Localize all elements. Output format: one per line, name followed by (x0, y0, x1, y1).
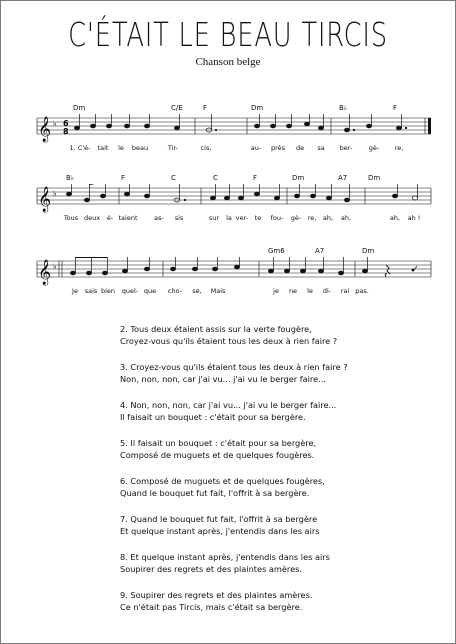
chord-symbol: Dm (292, 174, 305, 182)
lyric-syllable: cis, (200, 144, 212, 152)
notes-group (66, 184, 421, 202)
verse-block (120, 475, 440, 499)
lyric-syllable: Je (72, 287, 78, 295)
chord-symbol: A7 (338, 174, 348, 182)
lyric-syllable: sais (84, 287, 98, 295)
verse-line: Croyez-vous qu'ils étaient tous les deux à rien faire ? (120, 336, 338, 346)
lyric-syllable: ah, (322, 214, 334, 222)
lyric-syllable: pas. (355, 287, 369, 295)
lyric-syllable: quel- (121, 287, 139, 295)
flat-icon: ♭ (53, 189, 57, 198)
lyric-syllable: la (226, 214, 232, 222)
lyric-syllable: bien (100, 287, 116, 295)
lyric-syllable: Tir- (167, 144, 179, 152)
lyric-syllable: taient (118, 214, 138, 222)
flat-icon: ♭ (53, 119, 57, 128)
notes-group (74, 114, 406, 132)
verse-line: 9. Soupirer des regrets et des plaintes amères. (120, 590, 313, 600)
treble-clef-icon: 𝄞 (38, 260, 52, 285)
lyric-syllable: Mais (210, 287, 226, 295)
time-signature-top: 6 (63, 119, 69, 128)
verse-line: 5. Il faisait un bouquet : c'était pour sa bergère, (120, 438, 317, 448)
lyric-syllable: ver- (235, 214, 249, 222)
flat-icon: ♭ (53, 262, 57, 271)
verse-block (120, 513, 440, 537)
lyric-syllable: de (295, 144, 305, 152)
verse-line: Soupirer des regrets et des plaintes amères. (120, 564, 303, 574)
lyric-syllable: au- (250, 144, 262, 152)
verse-line: 8. Et quelque instant après, j'entendis dans les airs (120, 552, 330, 562)
lyric-syllable: di- (322, 287, 332, 295)
chord-symbol: Dm (362, 247, 375, 255)
chord-symbol: F (203, 104, 208, 112)
chord-symbol: F (393, 104, 398, 112)
chord-symbol: Dm (73, 104, 86, 112)
lyric-syllable: gè- (368, 144, 380, 152)
verse-block (120, 399, 440, 423)
lyric-syllable: fou- (270, 214, 284, 222)
lyric-syllable: se, (192, 287, 202, 295)
lyric-syllable: re, (307, 214, 317, 222)
verse-block (120, 437, 440, 461)
chord-symbol: A7 (315, 247, 325, 255)
lyric-syllable: que (143, 287, 157, 295)
notes-group (70, 257, 417, 277)
verse-block (120, 323, 440, 347)
lyric-syllable: re, (394, 144, 404, 152)
lyric-syllable: é- (106, 214, 114, 222)
lyric-syllable: près (270, 144, 286, 152)
lyric-syllable: beau (131, 144, 149, 152)
treble-clef-icon: 𝄞 (38, 117, 52, 142)
lyric-syllable: as- (154, 214, 164, 222)
lyric-syllable: ah, (340, 214, 352, 222)
lyric-syllable: ah ! (407, 214, 421, 222)
lyric-syllable: ne (288, 287, 298, 295)
chord-symbol: C (171, 174, 176, 182)
verse-line: Il faisait un bouquet : c'était pour sa bergère. (120, 412, 306, 422)
verse-block (120, 551, 440, 575)
lyric-syllable: Tous (63, 214, 79, 222)
chord-symbol: Dm (368, 174, 381, 182)
time-signature-bottom: 8 (63, 127, 69, 136)
lyric-syllable: rai (340, 287, 350, 295)
lyric-syllable: ah, (389, 214, 401, 222)
verse-line: 4. Non, non, non, car j'ai vu... j'ai vu le berger faire... (120, 400, 337, 410)
treble-clef-icon: 𝄞 (38, 187, 52, 212)
verse-line: Non, non, non, car j'ai vu... j'ai vu le berger faire... (120, 374, 326, 384)
chord-symbol: B♭ (66, 174, 75, 182)
lyric-syllable: ber- (339, 144, 353, 152)
chord-symbol: C (213, 174, 218, 182)
verse-line: 2. Tous deux étaient assis sur la verte fougère, (120, 324, 312, 334)
verse-line: Composé de muguets et de quelques fougères. (120, 450, 315, 460)
verse-line: Et quelque instant après, j'entendis dans les airs (120, 526, 320, 536)
chord-symbol: F (253, 174, 258, 182)
lyric-syllable: sa (317, 144, 325, 152)
lyric-syllable: sis (174, 214, 184, 222)
verse-line: Ce n'était pas Tircis, mais c'était sa bergère. (120, 602, 303, 612)
lyric-syllable: deux (83, 214, 101, 222)
lyric-syllable: cho- (167, 287, 183, 295)
verse-line: 7. Quand le bouquet fut fait, l'offrit à sa bergère (120, 514, 318, 524)
verse-line: 6. Composé de muguets et de quelques fougères, (120, 476, 325, 486)
verse-block (120, 361, 440, 385)
lyric-syllable: le (118, 144, 124, 152)
lyric-syllable: sur (208, 214, 220, 222)
song-subtitle: Chanson belge (195, 56, 261, 68)
chord-symbol: C/E (171, 104, 183, 112)
staff-3 (1, 257, 455, 297)
chord-symbol: Gm6 (268, 247, 285, 255)
chord-symbol: F (121, 174, 126, 182)
verse-line: 3. Croyez-vous qu'ils étaient tous les deux à rien faire ? (120, 362, 348, 372)
lyric-syllable: tait (97, 144, 109, 152)
lyric-syllable: je (273, 287, 279, 295)
verse-block (120, 589, 440, 613)
lyric-syllable: 1. C'é- (69, 144, 91, 152)
chord-symbol: B♭ (339, 104, 348, 112)
verse-line: Quand le bouquet fut fait, l'offrit à sa bergère. (120, 488, 310, 498)
lyric-syllable: te (254, 214, 262, 222)
song-title: C'ÉTAIT LE BEAU TIRCIS (68, 15, 388, 54)
lyric-syllable: le (307, 287, 313, 295)
chord-symbol: Dm (251, 104, 264, 112)
verses-list (120, 323, 440, 627)
lyric-syllable: gè- (290, 214, 302, 222)
